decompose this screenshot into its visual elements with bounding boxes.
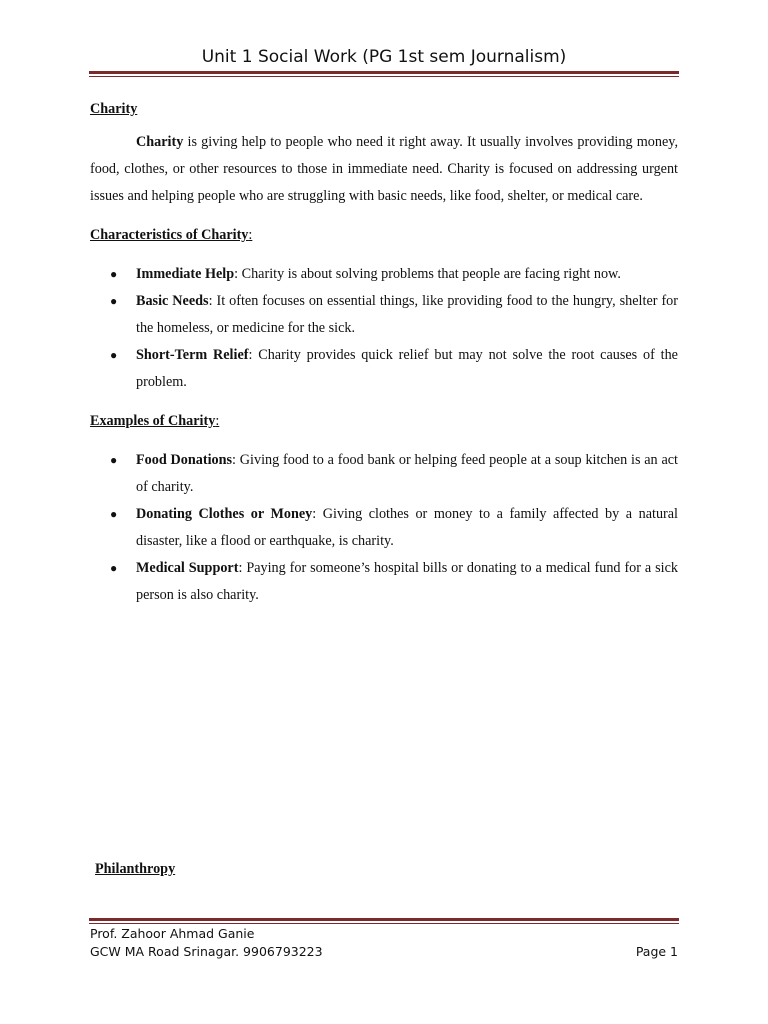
bullet-icon: ●	[110, 348, 118, 362]
characteristics-list	[90, 261, 678, 396]
list-item-text: : Paying for someone’s hospital bills or donating to a medical fund for a sick person is also charity.	[136, 560, 679, 603]
page-number: Page 1	[635, 944, 678, 959]
characteristics-heading-text: Characteristics of Charity	[90, 227, 249, 243]
examples-heading-colon: :	[215, 413, 220, 429]
charity-intro-term: Charity	[136, 134, 184, 150]
list-item	[90, 447, 678, 501]
list-item-term: Medical Support	[136, 560, 239, 576]
footer-address: GCW MA Road Srinagar. 9906793223	[90, 944, 323, 959]
bullet-icon: ●	[110, 507, 118, 521]
characteristics-heading	[90, 222, 678, 249]
footer-address-line	[90, 944, 678, 959]
list-item-term: Short-Term Relief	[136, 347, 249, 363]
list-item	[90, 288, 678, 342]
footer-rule-thin	[89, 923, 679, 924]
list-item-text: : Charity is about solving problems that people are facing right now.	[234, 266, 621, 282]
examples-heading-text: Examples of Charity	[90, 413, 216, 429]
list-item-text: : Giving food to a food bank or helping feed people at a soup kitchen is an act of charity.	[136, 452, 678, 495]
list-item-term: Food Donations	[136, 452, 233, 468]
list-item	[90, 501, 678, 555]
header-rule-thin	[89, 76, 679, 77]
document-body	[90, 96, 678, 609]
footer-author: Prof. Zahoor Ahmad Ganie	[90, 926, 255, 941]
list-item	[90, 555, 678, 609]
list-item	[90, 342, 678, 396]
list-item-term: Donating Clothes or Money	[136, 506, 313, 522]
list-item-term: Basic Needs	[136, 293, 209, 309]
bullet-icon: ●	[110, 267, 118, 281]
examples-list	[90, 447, 678, 609]
list-item-text: : Giving clothes or money to a family affected by a natural disaster, like a flood or earthquake, is charity.	[136, 506, 678, 549]
page-header-title: Unit 1 Social Work (PG 1st sem Journalism)	[201, 47, 567, 67]
list-item-term: Immediate Help	[136, 266, 235, 282]
list-item	[90, 261, 678, 288]
bullet-icon: ●	[110, 561, 118, 575]
footer-rule-thick	[89, 918, 679, 921]
bullet-icon: ●	[110, 453, 118, 467]
charity-intro-text: is giving help to people who need it right away. It usually involves providing money, food, clothes, or other resources to those in immediate need. Charity is focused on addressing urgent issues and helping people who are struggling with basic needs, like food, shelter, or medical care.	[90, 134, 678, 204]
charity-heading: Charity	[90, 101, 138, 117]
philanthropy-heading: Philanthropy	[95, 861, 176, 877]
list-item-text: : Charity provides quick relief but may not solve the root causes of the problem.	[136, 347, 678, 390]
list-item-text: : It often focuses on essential things, like providing food to the hungry, shelter for the homeless, or medicine for the sick.	[136, 293, 678, 336]
charity-intro-paragraph	[90, 129, 678, 210]
characteristics-heading-colon: :	[248, 227, 253, 243]
header-rule-thick	[89, 71, 679, 74]
examples-heading	[90, 408, 678, 435]
bullet-icon: ●	[110, 294, 118, 308]
